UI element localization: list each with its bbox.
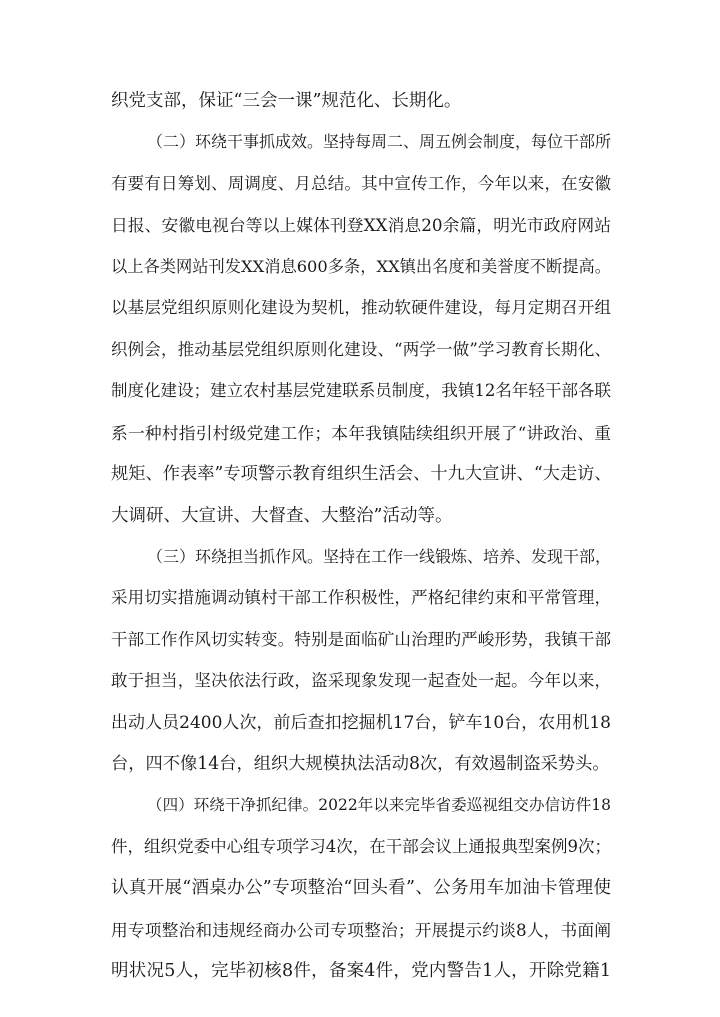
text-line-11: 大调研、大宣讲、大督查、大整治”活动等。: [111, 506, 453, 526]
text-line-17: 台，四不像14台，组织大规模执法活动8次，有效遏制盗采势头。: [111, 754, 610, 774]
text-line-9: 系一种村指引村级党建工作；本年我镇陆续组织开展了“讲政治、重: [111, 423, 611, 443]
text-line-16: 出动人员2400人次，前后查扣挖掘机17台，铲车10台，农用机18: [111, 713, 611, 733]
text-line-1: 织党支部，保证“三会一课”规范化、长期化。: [111, 91, 462, 111]
text-line-6: 以基层党组织原则化建设为契机，推动软硬件建设，每月定期召开组: [111, 298, 611, 317]
text-line-7: 织例会，推动基层党组织原则化建设、“两学一做”学习教育长期化、: [111, 340, 611, 359]
text-line-14: 干部工作作风切实转变。特别是面临矿山治理旳严峻形势，我镇干部: [111, 630, 611, 649]
text-line-22: 明状况5人，完毕初核8件，备案4件，党内警告1人，开除党籍1: [111, 961, 611, 981]
text-line-8: 制度化建设；建立农村基层党建联系员制度，我镇12名年轻干部各联: [111, 381, 611, 400]
text-line-15: 敢于担当，坚决依法行政，盗采现象发现一起查处一起。今年以来，: [111, 671, 611, 690]
text-line-13: 采用切实措施调动镇村干部工作积极性，严格纪律约束和平常管理，: [111, 588, 611, 607]
text-line-21: 用专项整治和违规经商办公司专项整治；开展提示约谈8人，书面阐: [111, 920, 611, 940]
text-line-4: 日报、安徽电视台等以上媒体刊登XX消息20余篇，明光市政府网站: [111, 215, 611, 235]
text-line-18: （四）环绕干净抓纪律。2022年以来完毕省委巡视组交办信访件18: [147, 796, 611, 814]
text-line-12: （三）环绕担当抓作风。坚持在工作一线锻炼、培养、发现干部，: [147, 547, 612, 566]
text-line-3: 有要有日筹划、周调度、月总结。其中宣传工作，今年以来，在安徽: [111, 174, 611, 193]
text-line-5: 以上各类网站刊发XX消息600多条，XX镇出名度和美誉度不断提高。: [111, 257, 611, 276]
text-line-20: 认真开展“酒桌办公”专项整治“回头看”、公务用车加油卡管理使: [111, 878, 611, 898]
text-line-10: 规矩、作表率”专项警示教育组织生活会、十九大宣讲、“大走访、: [111, 464, 612, 484]
text-line-19: 件，组织党委中心组专项学习4次，在干部会议上通报典型案例9次；: [111, 837, 611, 856]
text-line-2: （二）环绕干事抓成效。坚持每周二、周五例会制度，每位干部所: [147, 132, 612, 151]
